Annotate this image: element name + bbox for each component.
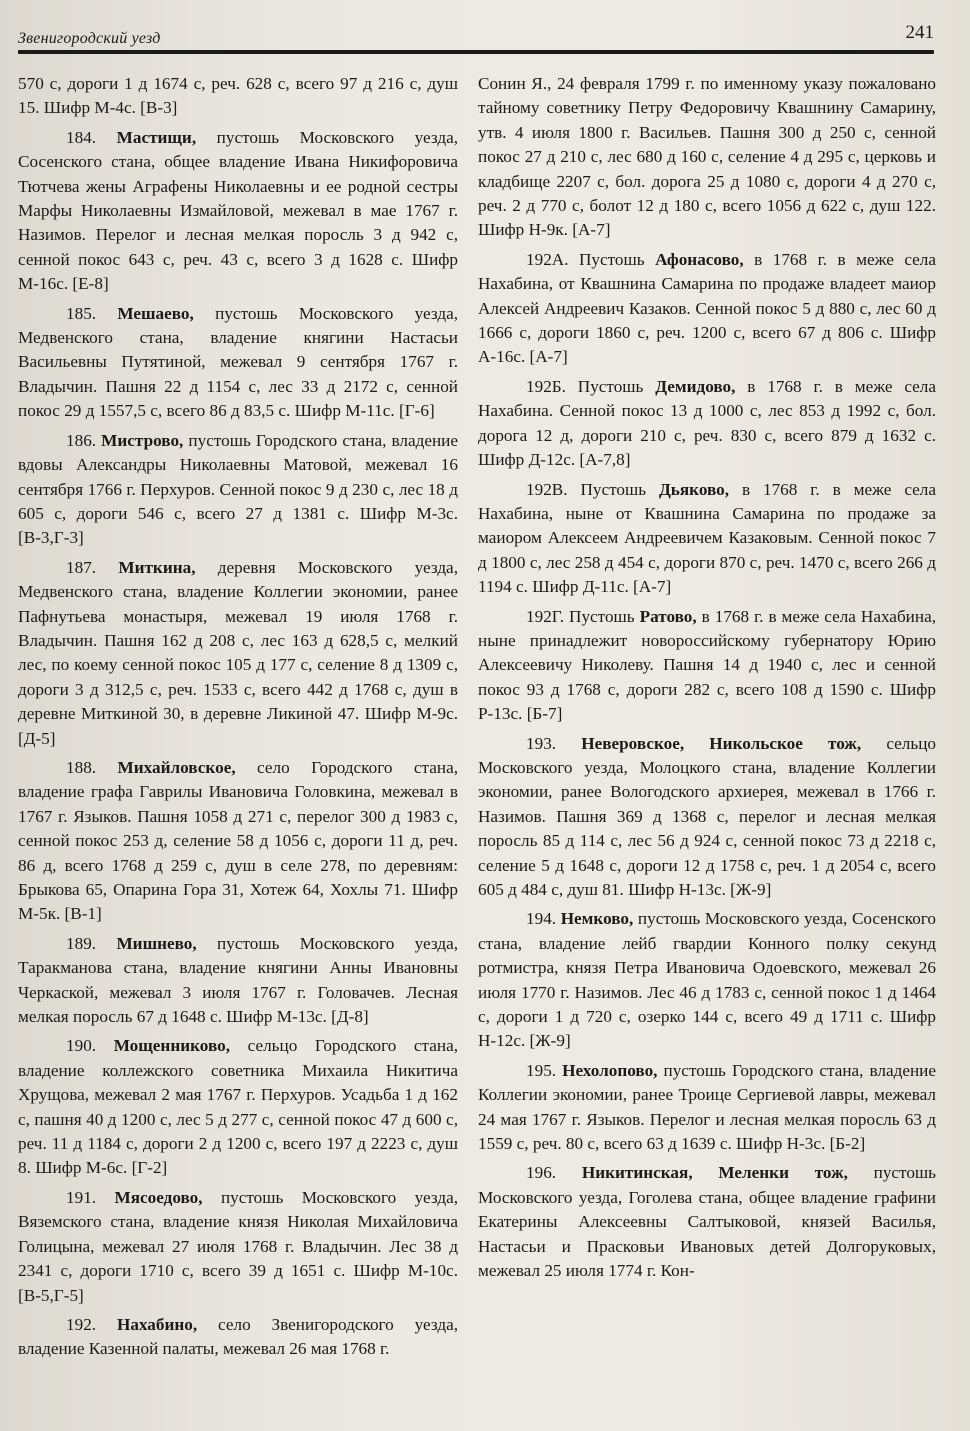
entry — [18, 1034, 458, 1180]
entry — [18, 932, 458, 1030]
entry-name: Мясоедово, — [114, 1187, 203, 1207]
entry-prefix: Пустошь — [577, 376, 656, 396]
page-header — [18, 18, 934, 58]
entry — [18, 429, 458, 551]
entry-number: 189. — [66, 933, 117, 953]
entry — [18, 72, 458, 121]
entry-name: Афонасово, — [655, 249, 744, 269]
entry-number: 191. — [66, 1187, 115, 1207]
entry-name: Мощенниково, — [113, 1036, 231, 1056]
entry — [478, 732, 936, 903]
entry-name: Дьяково, — [658, 479, 730, 499]
entry-text: пустошь Московского уезда, Сосенского стана, общее владение Ивана Никифоровича Тютчева жены Аграфены Николаевны и ее родной сестры Марфы Николаевны Измайловой, межевал в мае 1767 г. Назимов. Перелог и лесная мелкая поросль 3 д 942 с, сенной покос 643 с, реч. 43 с, всего 3 д 1628 с. Шифр М-16с. [Е-8] — [18, 127, 459, 294]
running-title: Звенигородский уезд — [18, 30, 161, 47]
entry-number: 192А. — [526, 249, 579, 269]
entry — [478, 907, 936, 1053]
entry-text: в 1768 г. в меже села Нахабина. Сенной покос 13 д 1000 с, лес 853 д 1992 с, бол. дорога 12 д, дороги 210 с, реч. 830 с, всего 879 д 1632 с. Шифр Д-12с. [А-7,8] — [478, 376, 936, 470]
entry — [478, 1059, 936, 1157]
entry — [18, 556, 458, 751]
entry-text: село Звенигородского уезда, владение Казенной палаты, межевал 26 мая 1768 г. — [18, 1314, 458, 1359]
entry-number: 192В. — [526, 479, 581, 499]
entry-text: пустошь Московского уезда, Таракманова стана, владение княгини Анны Ивановны Черкаской, межевал 3 июля 1767 г. Головачев. Лесная мелкая поросль 67 д 1648 с. Шифр М-13с. [Д-8] — [18, 933, 459, 1027]
entry-number: 184. — [66, 127, 117, 147]
entry-name: Никитинская, Меленки тож, — [581, 1163, 848, 1183]
entry-name: Мастищи, — [116, 127, 197, 147]
entry-name: Нахабино, — [116, 1314, 198, 1334]
entry-name: Нехолопово, — [562, 1060, 658, 1080]
entry-text: пустошь Московского уезда, Вяземского стана, владение князя Николая Михайловича Голицына, межевал 27 июля 1768 г. Владычин. Лес 38 д 2341 с, дороги 1710 с, всего 39 д 1651 с. Шифр М-10с. [В-5,Г-5] — [18, 1187, 458, 1305]
entry-text: село Городского стана, владение графа Гаврилы Ивановича Головкина, межевал в 1767 г. Языков. Пашня 1058 д 271 с, перелог 300 д 1983 с, сенной покос 253 д, селение 58 д 1056 с, дороги 11 д, реч. 86 д, всего 1768 д 259 с, душ в селе 278, по деревням: Брыкова 65, Опарина Гора 31, Хотеж 64, Хохлы 71. Шифр М-5к. [В-1] — [18, 757, 458, 924]
entry — [478, 375, 936, 473]
entry-number: 193. — [526, 733, 582, 753]
entry-name: Миткина, — [118, 557, 196, 577]
entry — [478, 1161, 936, 1283]
entry-name: Немково, — [560, 909, 634, 929]
entry-text: в 1768 г. в меже села Нахабина, ныне принадлежит новороссийскому губернатору Юрию Алексеевичу Николеву. Пашня 14 д 1940 с, лес и сенной покос 93 д 1768 с, дороги 282 с, всего 108 д 1590 с. Шифр Р-13с. [Б-7] — [478, 606, 937, 724]
entry-name: Михайловское, — [117, 757, 236, 777]
entry — [18, 756, 458, 927]
entry-text: пустошь Московского уезда, Медвенского стана, владение княгини Настасьи Васильевны Путятиной, межевал 9 сентября 1767 г. Владычин. Пашня 22 д 1154 с, лес 33 д 2172 с, сенной покос 29 д 1557,5 с, всего 86 д 83,5 с. Шифр М-11с. [Г-6] — [18, 303, 459, 421]
entry-text: пустошь Городского стана, владение вдовы Александры Николаевны Матовой, межевал 16 сентября 1766 г. Перхуров. Сенной покос 9 д 230 с, лес 18 д 605 с, дороги 546 с, всего 27 д 1381 с. Шифр М-3с. [В-3,Г-3] — [18, 430, 458, 548]
entry-text: пустошь Московского уезда, Гоголева стана, общее владение графини Екатерины Алексеевны Салтыковой, князей Василья, Настасьи и Прасковьи Ивановых детей Долгоруковых, межевал 25 июля 1774 г. Кон- — [478, 1163, 936, 1281]
entry-number: 190. — [66, 1036, 114, 1056]
entry — [478, 72, 936, 243]
entry-name: Мистрово, — [101, 430, 184, 450]
entry-text: деревня Московского уезда, Медвенского стана, владение Коллегии экономии, ранее Пафнутьева монастыря, межевал 19 июля 1768 г. Владычин. Пашня 162 д 208 с, лес 163 д 628,5 с, мелкий лес, по коему сенной покос 105 д 177 с, селение 8 д 1309 с, дороги 3 д 312,5 с, реч. 1533 с, всего 442 д 1768 с, душ в деревне Миткиной 30, в деревне Ликиной 47. Шифр М-9с. [Д-5] — [18, 557, 458, 748]
right-column — [478, 72, 936, 1289]
entry-text: 570 с, дороги 1 д 1674 с, реч. 628 с, всего 97 д 216 с, душ 15. Шифр М-4с. [В-3] — [18, 74, 458, 118]
entry — [18, 1313, 458, 1362]
entry-number: 192Б. — [526, 376, 578, 396]
entry-text: пустошь Московского уезда, Сосенского стана, владение лейб гвардии Конного полку секунд ротмистра, князя Петра Ивановича Одоевского, межевал 26 июля 1770 г. Назимов. Лес 46 д 1783 с, сенной покос 1 д 1464 с, дороги 1 д 720 с, озерко 144 с, всего 49 д 1711 с. Шифр Н-12с. [Ж-9] — [478, 909, 937, 1051]
entry-prefix: Пустошь — [580, 479, 659, 499]
left-column — [18, 72, 458, 1367]
entry — [478, 605, 936, 727]
entry-text: сельцо Московского уезда, Молоцкого стана, владение Коллегии экономии, ранее Вологодского архиерея, межевал в 1766 г. Назимов. Пашня 369 д 1368 с, перелог и лесная мелкая поросль 85 д 114 с, лес 56 д 924 с, сенной покос 73 д 2218 с, селение 5 д 1648 с, дороги 12 д 1758 с, реч. 1 д 2054 с, всего 605 д 484 с, душ 81. Шифр Н-13с. [Ж-9] — [478, 733, 936, 899]
entry-number: 186. — [66, 430, 102, 450]
entry-name: Мешаево, — [117, 303, 194, 323]
entry-name: Неверовское, Никольское тож, — [581, 733, 862, 753]
entry-name: Ратово, — [639, 606, 697, 626]
entry-text: в 1768 г. в меже села Нахабина, ныне от Квашнина Самарина по продаже за маиором Алексеем Андреевичем Казаковым. Сенной покос 7 д 1800 с, лес 258 д 454 с, дороги 870 с, реч. 1470 с, всего 266 д 1194 с. Шифр Д-11с. [А-7] — [478, 479, 936, 597]
entry-number: 195. — [526, 1060, 563, 1080]
entry-prefix: Пустошь — [578, 249, 656, 269]
entry — [18, 126, 458, 297]
entry-number: 194. — [526, 909, 561, 929]
entry — [18, 1186, 458, 1308]
entry-name: Мишнево, — [116, 933, 197, 953]
entry-text: Сонин Я., 24 февраля 1799 г. по именному указу пожаловано тайному советнику Петру Федоровичу Квашнину Самарину, утв. 4 июля 1800 г. Васильев. Пашня 300 д 250 с, сенной покос 27 д 210 с, лес 680 д 160 с, селение 4 д 295 с, церковь и кладбище 2207 с, бол. дорога 25 д 1080 с, дороги 4 д 270 с, реч. 2 д 770 с, болот 12 д 180 с, всего 1056 д 622 с, душ 122. Шифр Н-9к. [А-7] — [478, 74, 936, 240]
entry — [18, 302, 458, 424]
entry-number: 188. — [66, 757, 118, 777]
entry-prefix: Пустошь — [569, 606, 640, 626]
entry-text: пустошь Городского стана, владение Коллегии экономии, ранее Троице Сергиевой лавры, межевал 24 мая 1767 г. Языков. Перелог и лесная мелкая поросль 63 д 1559 с, реч. 80 с, всего 63 д 1639 с. Шифр Н-3с. [Б-2] — [478, 1060, 937, 1154]
entry-text: сельцо Городского стана, владение коллежского советника Михаила Никитича Хрущова, межевал 2 мая 1767 г. Перхуров. Усадьба 1 д 162 с, пашня 40 д 1200 с, лес 5 д 277 с, сенной покос 47 д 600 с, реч. 11 д 1184 с, дороги 2 д 1200 с, всего 197 д 2223 с, душ 8. Шифр М-6с. [Г-2] — [18, 1036, 458, 1178]
entry-number: 192. — [66, 1314, 117, 1334]
entry-text: в 1768 г. в меже села Нахабина, от Квашнина Самарина по продаже владеет маиор Алексей Андреевич Казаков. Сенной покос 5 д 880 с, лес 60 д 1666 с, дороги 1860 с, реч. 1200 с, всего 67 д 806 с. Шифр А-16с. [А-7] — [478, 249, 937, 367]
entry-number: 196. — [526, 1163, 582, 1183]
entry — [478, 478, 936, 600]
page-number: 241 — [905, 22, 934, 43]
header-rule — [18, 50, 934, 54]
entry-name: Демидово, — [655, 376, 736, 396]
entry-number: 192Г. — [526, 606, 570, 626]
entry — [478, 248, 936, 370]
entry-number: 187. — [66, 557, 119, 577]
entry-number: 185. — [66, 303, 118, 323]
